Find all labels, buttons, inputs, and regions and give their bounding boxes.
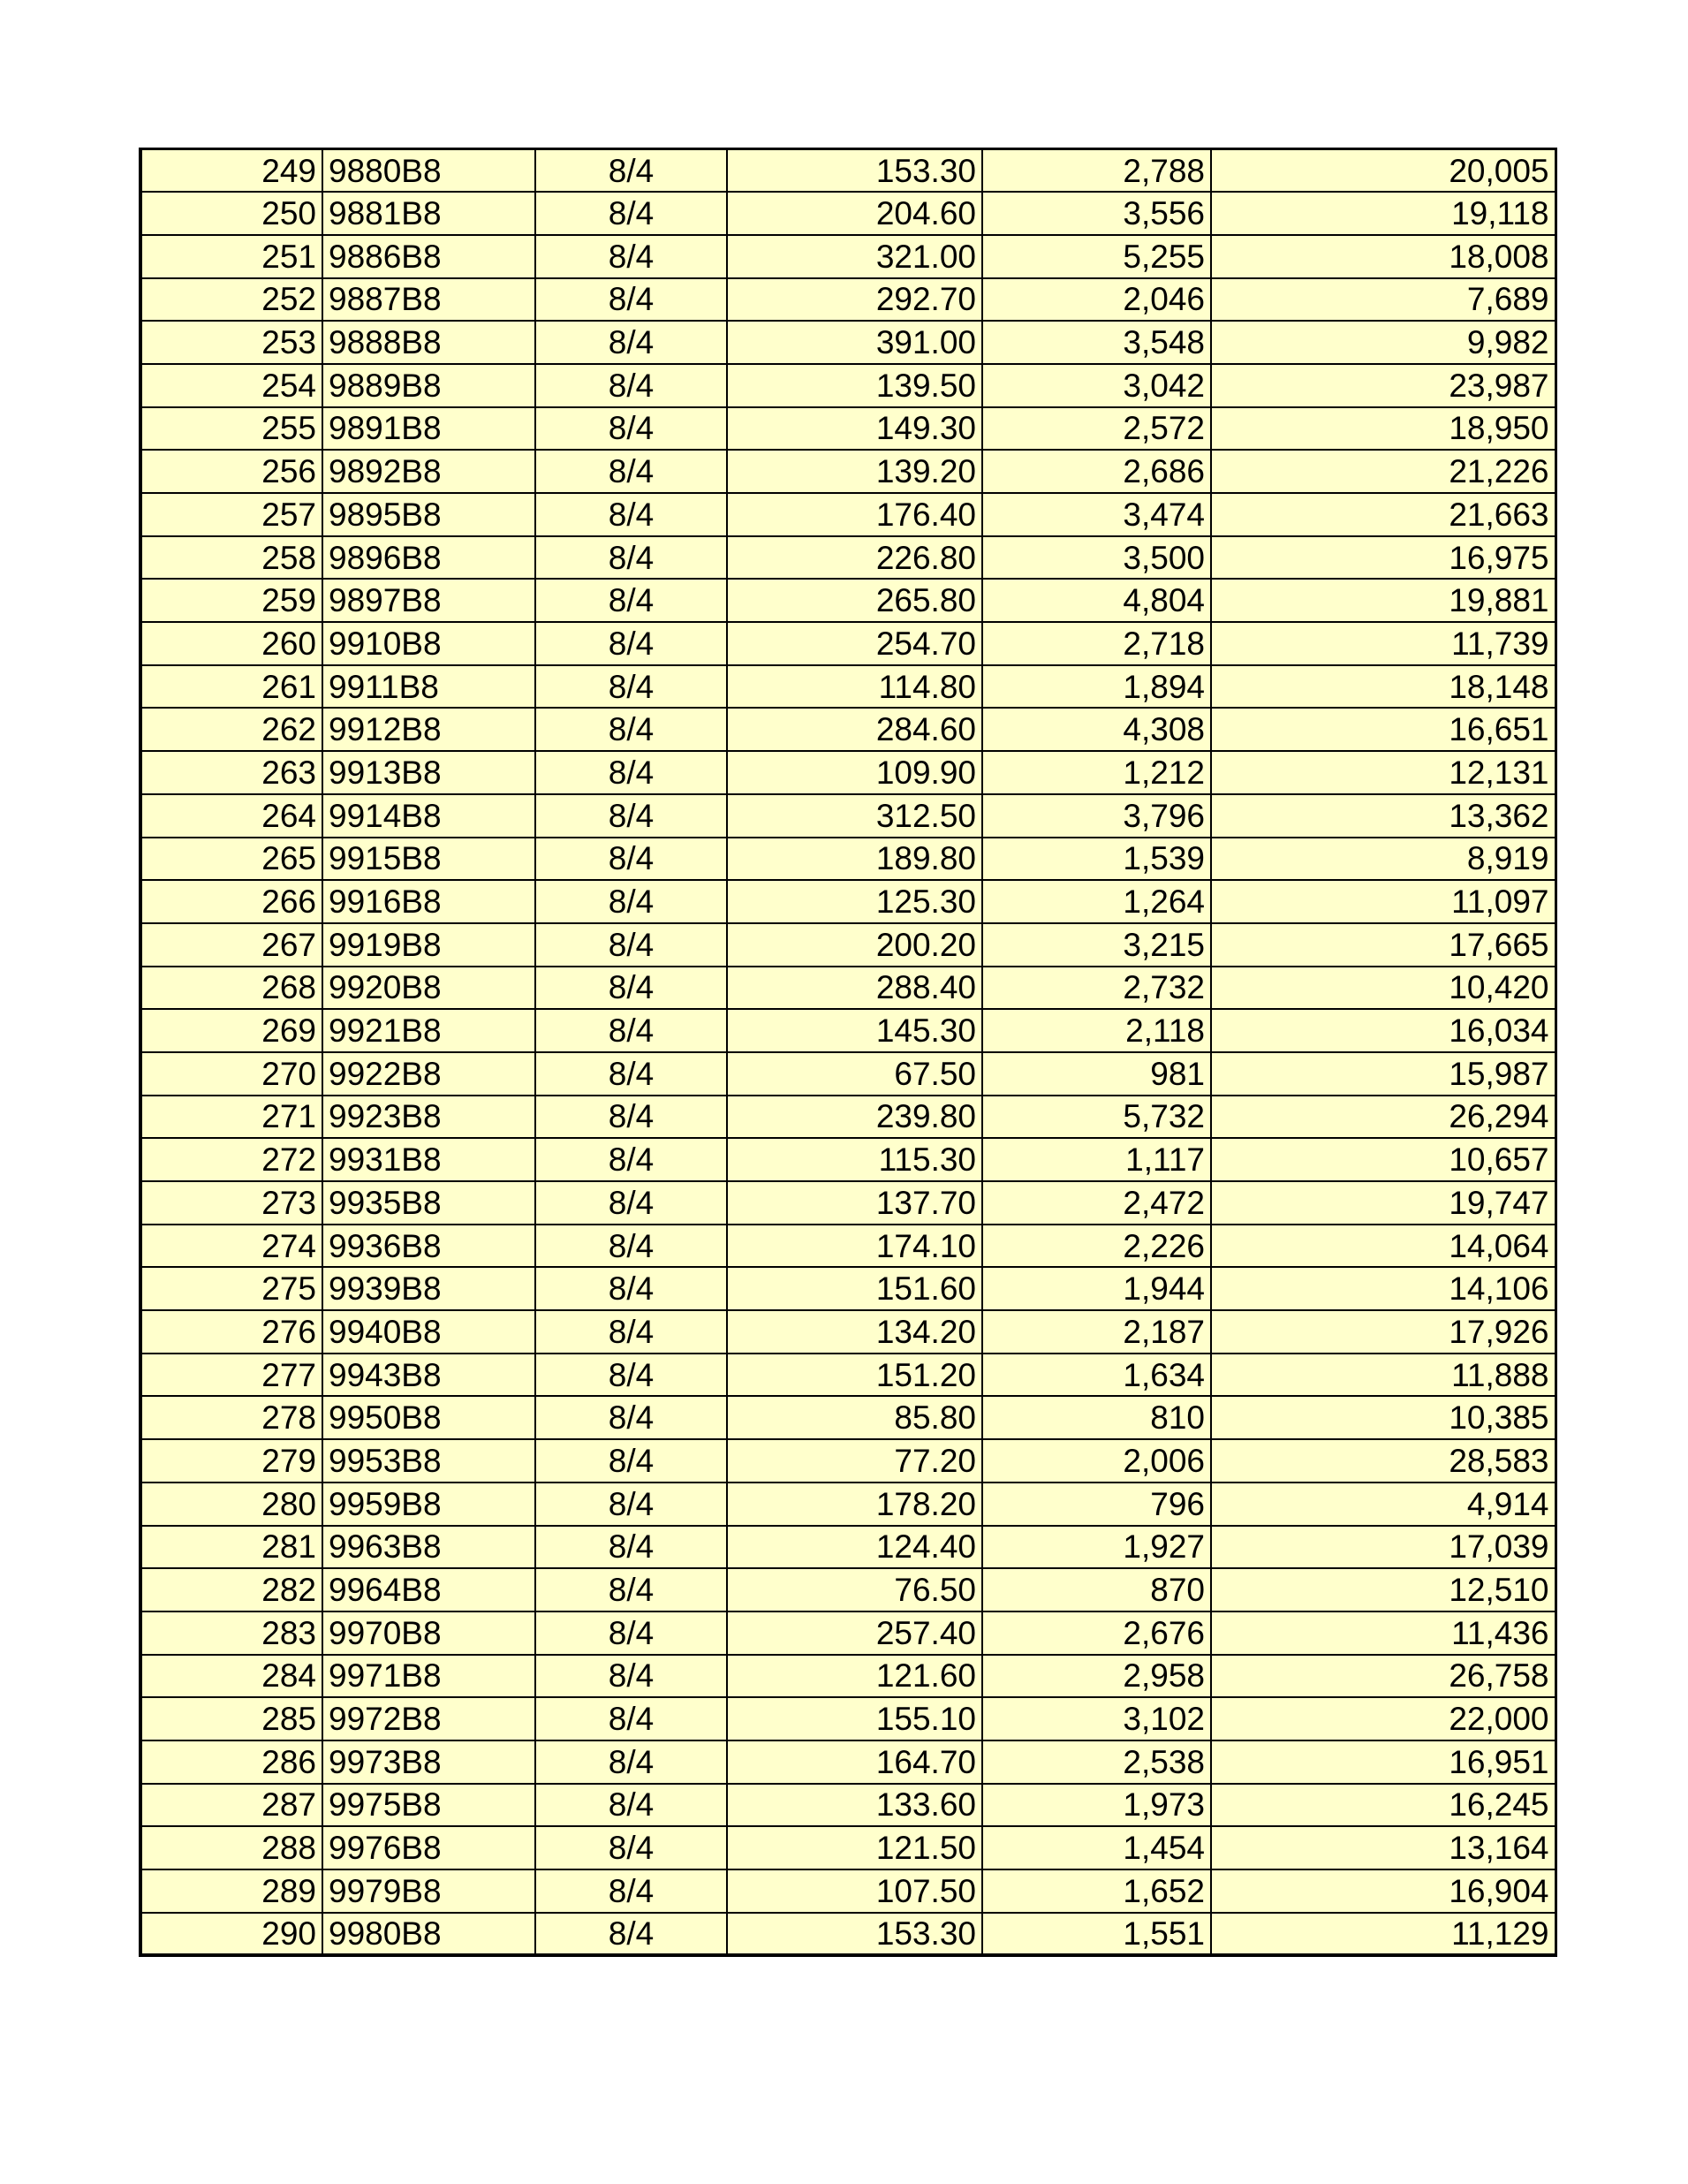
cell-row-number: 261: [140, 665, 322, 709]
cell-thickness: 8/4: [535, 278, 727, 322]
cell-item-code: 9970B8: [322, 1611, 535, 1655]
cell-total: 20,005: [1211, 149, 1556, 193]
table-row: [140, 1310, 1556, 1354]
cell-row-number: 288: [140, 1826, 322, 1869]
cell-item-code: 9912B8: [322, 708, 535, 751]
table-row: [140, 1826, 1556, 1869]
cell-count: 3,500: [982, 536, 1211, 580]
cell-thickness: 8/4: [535, 1225, 727, 1268]
cell-thickness: 8/4: [535, 235, 727, 278]
table-row: [140, 407, 1556, 451]
cell-thickness: 8/4: [535, 923, 727, 967]
cell-volume: 174.10: [727, 1225, 982, 1268]
table-row: [140, 493, 1556, 536]
cell-count: 2,686: [982, 450, 1211, 493]
cell-count: 1,944: [982, 1267, 1211, 1310]
cell-thickness: 8/4: [535, 321, 727, 364]
cell-total: 16,951: [1211, 1740, 1556, 1784]
cell-volume: 139.20: [727, 450, 982, 493]
cell-count: 2,732: [982, 967, 1211, 1010]
data-table: [139, 148, 1557, 1957]
cell-count: 2,958: [982, 1655, 1211, 1698]
table-row: [140, 536, 1556, 580]
cell-thickness: 8/4: [535, 1267, 727, 1310]
cell-row-number: 274: [140, 1225, 322, 1268]
cell-count: 3,548: [982, 321, 1211, 364]
cell-thickness: 8/4: [535, 149, 727, 193]
cell-total: 18,950: [1211, 407, 1556, 451]
cell-count: 3,215: [982, 923, 1211, 967]
cell-volume: 312.50: [727, 794, 982, 838]
cell-count: 3,796: [982, 794, 1211, 838]
cell-count: 2,472: [982, 1181, 1211, 1225]
table-row: [140, 1096, 1556, 1139]
cell-count: 2,538: [982, 1740, 1211, 1784]
cell-total: 8,919: [1211, 838, 1556, 881]
cell-total: 12,510: [1211, 1568, 1556, 1611]
table-row: [140, 967, 1556, 1010]
cell-row-number: 275: [140, 1267, 322, 1310]
table-row: [140, 1267, 1556, 1310]
cell-volume: 284.60: [727, 708, 982, 751]
cell-row-number: 273: [140, 1181, 322, 1225]
table-row: [140, 278, 1556, 322]
cell-thickness: 8/4: [535, 493, 727, 536]
cell-thickness: 8/4: [535, 1740, 727, 1784]
cell-volume: 151.20: [727, 1354, 982, 1397]
cell-thickness: 8/4: [535, 1611, 727, 1655]
cell-thickness: 8/4: [535, 192, 727, 235]
cell-volume: 321.00: [727, 235, 982, 278]
cell-row-number: 269: [140, 1009, 322, 1052]
table-row: [140, 622, 1556, 665]
table-row: [140, 1697, 1556, 1740]
cell-item-code: 9916B8: [322, 880, 535, 923]
cell-total: 26,294: [1211, 1096, 1556, 1139]
cell-item-code: 9914B8: [322, 794, 535, 838]
cell-count: 3,042: [982, 364, 1211, 407]
cell-total: 22,000: [1211, 1697, 1556, 1740]
cell-volume: 121.50: [727, 1826, 982, 1869]
cell-item-code: 9913B8: [322, 751, 535, 794]
cell-thickness: 8/4: [535, 751, 727, 794]
cell-volume: 137.70: [727, 1181, 982, 1225]
cell-row-number: 286: [140, 1740, 322, 1784]
cell-row-number: 263: [140, 751, 322, 794]
cell-count: 1,212: [982, 751, 1211, 794]
cell-count: 2,718: [982, 622, 1211, 665]
cell-volume: 139.50: [727, 364, 982, 407]
table-row: [140, 1526, 1556, 1569]
cell-thickness: 8/4: [535, 1869, 727, 1913]
cell-item-code: 9953B8: [322, 1439, 535, 1483]
cell-volume: 107.50: [727, 1869, 982, 1913]
cell-thickness: 8/4: [535, 1009, 727, 1052]
cell-row-number: 259: [140, 579, 322, 622]
table-row: [140, 364, 1556, 407]
cell-thickness: 8/4: [535, 450, 727, 493]
table-row: [140, 923, 1556, 967]
cell-thickness: 8/4: [535, 794, 727, 838]
cell-row-number: 279: [140, 1439, 322, 1483]
cell-item-code: 9891B8: [322, 407, 535, 451]
cell-item-code: 9910B8: [322, 622, 535, 665]
cell-count: 1,894: [982, 665, 1211, 709]
cell-item-code: 9940B8: [322, 1310, 535, 1354]
cell-total: 12,131: [1211, 751, 1556, 794]
cell-row-number: 271: [140, 1096, 322, 1139]
cell-item-code: 9923B8: [322, 1096, 535, 1139]
table-row: [140, 1439, 1556, 1483]
cell-row-number: 266: [140, 880, 322, 923]
table-row: [140, 1181, 1556, 1225]
table-row: [140, 1138, 1556, 1181]
cell-total: 11,436: [1211, 1611, 1556, 1655]
cell-volume: 121.60: [727, 1655, 982, 1698]
cell-row-number: 255: [140, 407, 322, 451]
cell-volume: 292.70: [727, 278, 982, 322]
cell-total: 17,665: [1211, 923, 1556, 967]
cell-total: 16,034: [1211, 1009, 1556, 1052]
cell-volume: 257.40: [727, 1611, 982, 1655]
cell-count: 2,046: [982, 278, 1211, 322]
cell-volume: 151.60: [727, 1267, 982, 1310]
cell-volume: 164.70: [727, 1740, 982, 1784]
cell-total: 19,881: [1211, 579, 1556, 622]
cell-thickness: 8/4: [535, 1697, 727, 1740]
cell-volume: 134.20: [727, 1310, 982, 1354]
cell-row-number: 272: [140, 1138, 322, 1181]
table-row: [140, 794, 1556, 838]
cell-total: 14,106: [1211, 1267, 1556, 1310]
cell-volume: 391.00: [727, 321, 982, 364]
table-row: [140, 450, 1556, 493]
table-row: [140, 579, 1556, 622]
cell-thickness: 8/4: [535, 579, 727, 622]
cell-total: 11,129: [1211, 1913, 1556, 1956]
cell-thickness: 8/4: [535, 1096, 727, 1139]
cell-row-number: 285: [140, 1697, 322, 1740]
cell-count: 2,118: [982, 1009, 1211, 1052]
cell-thickness: 8/4: [535, 880, 727, 923]
cell-item-code: 9976B8: [322, 1826, 535, 1869]
cell-row-number: 257: [140, 493, 322, 536]
cell-total: 15,987: [1211, 1052, 1556, 1096]
table-row: [140, 1483, 1556, 1526]
table-row: [140, 665, 1556, 709]
table-body: [140, 149, 1556, 1956]
table-row: [140, 880, 1556, 923]
cell-total: 14,064: [1211, 1225, 1556, 1268]
cell-item-code: 9911B8: [322, 665, 535, 709]
cell-volume: 153.30: [727, 1913, 982, 1956]
cell-volume: 133.60: [727, 1784, 982, 1827]
cell-item-code: 9889B8: [322, 364, 535, 407]
cell-total: 18,008: [1211, 235, 1556, 278]
cell-count: 1,634: [982, 1354, 1211, 1397]
cell-count: 2,676: [982, 1611, 1211, 1655]
cell-count: 1,973: [982, 1784, 1211, 1827]
cell-total: 7,689: [1211, 278, 1556, 322]
cell-volume: 200.20: [727, 923, 982, 967]
cell-total: 19,747: [1211, 1181, 1556, 1225]
cell-count: 5,255: [982, 235, 1211, 278]
cell-thickness: 8/4: [535, 1396, 727, 1439]
cell-item-code: 9950B8: [322, 1396, 535, 1439]
cell-thickness: 8/4: [535, 1354, 727, 1397]
cell-thickness: 8/4: [535, 407, 727, 451]
cell-item-code: 9972B8: [322, 1697, 535, 1740]
cell-thickness: 8/4: [535, 1526, 727, 1569]
table-row: [140, 1913, 1556, 1956]
cell-total: 10,385: [1211, 1396, 1556, 1439]
cell-item-code: 9888B8: [322, 321, 535, 364]
cell-volume: 125.30: [727, 880, 982, 923]
cell-volume: 77.20: [727, 1439, 982, 1483]
cell-item-code: 9922B8: [322, 1052, 535, 1096]
cell-row-number: 289: [140, 1869, 322, 1913]
cell-count: 3,474: [982, 493, 1211, 536]
table-row: [140, 235, 1556, 278]
cell-volume: 124.40: [727, 1526, 982, 1569]
cell-row-number: 283: [140, 1611, 322, 1655]
cell-total: 17,039: [1211, 1526, 1556, 1569]
cell-count: 3,556: [982, 192, 1211, 235]
cell-count: 2,788: [982, 149, 1211, 193]
table-row: [140, 192, 1556, 235]
cell-thickness: 8/4: [535, 1181, 727, 1225]
cell-item-code: 9920B8: [322, 967, 535, 1010]
cell-thickness: 8/4: [535, 1138, 727, 1181]
cell-volume: 149.30: [727, 407, 982, 451]
table-row: [140, 838, 1556, 881]
cell-row-number: 277: [140, 1354, 322, 1397]
cell-item-code: 9919B8: [322, 923, 535, 967]
cell-count: 1,117: [982, 1138, 1211, 1181]
table-row: [140, 1784, 1556, 1827]
cell-thickness: 8/4: [535, 1483, 727, 1526]
cell-total: 16,651: [1211, 708, 1556, 751]
cell-row-number: 270: [140, 1052, 322, 1096]
cell-total: 28,583: [1211, 1439, 1556, 1483]
cell-count: 3,102: [982, 1697, 1211, 1740]
cell-item-code: 9959B8: [322, 1483, 535, 1526]
cell-count: 1,652: [982, 1869, 1211, 1913]
cell-volume: 109.90: [727, 751, 982, 794]
cell-volume: 254.70: [727, 622, 982, 665]
cell-volume: 288.40: [727, 967, 982, 1010]
cell-row-number: 249: [140, 149, 322, 193]
cell-item-code: 9980B8: [322, 1913, 535, 1956]
cell-total: 16,245: [1211, 1784, 1556, 1827]
cell-thickness: 8/4: [535, 1784, 727, 1827]
table-row: [140, 1869, 1556, 1913]
table-row: [140, 321, 1556, 364]
cell-item-code: 9936B8: [322, 1225, 535, 1268]
cell-item-code: 9973B8: [322, 1740, 535, 1784]
cell-row-number: 281: [140, 1526, 322, 1569]
cell-count: 4,804: [982, 579, 1211, 622]
cell-count: 796: [982, 1483, 1211, 1526]
cell-row-number: 276: [140, 1310, 322, 1354]
cell-count: 2,572: [982, 407, 1211, 451]
cell-total: 4,914: [1211, 1483, 1556, 1526]
cell-total: 9,982: [1211, 321, 1556, 364]
cell-item-code: 9943B8: [322, 1354, 535, 1397]
cell-count: 810: [982, 1396, 1211, 1439]
cell-thickness: 8/4: [535, 838, 727, 881]
cell-item-code: 9975B8: [322, 1784, 535, 1827]
cell-row-number: 265: [140, 838, 322, 881]
cell-item-code: 9935B8: [322, 1181, 535, 1225]
cell-total: 11,888: [1211, 1354, 1556, 1397]
cell-thickness: 8/4: [535, 1913, 727, 1956]
cell-count: 2,187: [982, 1310, 1211, 1354]
cell-volume: 114.80: [727, 665, 982, 709]
cell-volume: 85.80: [727, 1396, 982, 1439]
cell-count: 1,927: [982, 1526, 1211, 1569]
table-row: [140, 708, 1556, 751]
cell-thickness: 8/4: [535, 1568, 727, 1611]
cell-total: 21,663: [1211, 493, 1556, 536]
cell-total: 13,362: [1211, 794, 1556, 838]
cell-row-number: 284: [140, 1655, 322, 1698]
cell-item-code: 9880B8: [322, 149, 535, 193]
cell-thickness: 8/4: [535, 708, 727, 751]
cell-total: 23,987: [1211, 364, 1556, 407]
cell-thickness: 8/4: [535, 1052, 727, 1096]
cell-volume: 265.80: [727, 579, 982, 622]
cell-total: 10,420: [1211, 967, 1556, 1010]
cell-item-code: 9887B8: [322, 278, 535, 322]
cell-item-code: 9892B8: [322, 450, 535, 493]
cell-count: 870: [982, 1568, 1211, 1611]
table-row: [140, 1655, 1556, 1698]
cell-row-number: 251: [140, 235, 322, 278]
cell-volume: 145.30: [727, 1009, 982, 1052]
table-row: [140, 1052, 1556, 1096]
cell-total: 19,118: [1211, 192, 1556, 235]
table-row: [140, 1225, 1556, 1268]
cell-volume: 115.30: [727, 1138, 982, 1181]
cell-item-code: 9931B8: [322, 1138, 535, 1181]
table-row: [140, 1740, 1556, 1784]
cell-volume: 176.40: [727, 493, 982, 536]
cell-total: 21,226: [1211, 450, 1556, 493]
cell-item-code: 9896B8: [322, 536, 535, 580]
table-row: [140, 1354, 1556, 1397]
cell-count: 2,226: [982, 1225, 1211, 1268]
cell-row-number: 256: [140, 450, 322, 493]
cell-count: 1,539: [982, 838, 1211, 881]
cell-volume: 226.80: [727, 536, 982, 580]
cell-row-number: 280: [140, 1483, 322, 1526]
cell-total: 10,657: [1211, 1138, 1556, 1181]
cell-item-code: 9971B8: [322, 1655, 535, 1698]
cell-thickness: 8/4: [535, 1655, 727, 1698]
cell-count: 5,732: [982, 1096, 1211, 1139]
cell-thickness: 8/4: [535, 1826, 727, 1869]
cell-volume: 204.60: [727, 192, 982, 235]
table-row: [140, 149, 1556, 193]
cell-item-code: 9915B8: [322, 838, 535, 881]
cell-item-code: 9886B8: [322, 235, 535, 278]
cell-thickness: 8/4: [535, 1310, 727, 1354]
cell-total: 16,904: [1211, 1869, 1556, 1913]
cell-thickness: 8/4: [535, 1439, 727, 1483]
cell-total: 11,097: [1211, 880, 1556, 923]
cell-volume: 155.10: [727, 1697, 982, 1740]
cell-row-number: 264: [140, 794, 322, 838]
cell-thickness: 8/4: [535, 665, 727, 709]
cell-thickness: 8/4: [535, 364, 727, 407]
cell-count: 1,551: [982, 1913, 1211, 1956]
cell-item-code: 9979B8: [322, 1869, 535, 1913]
table-row: [140, 1009, 1556, 1052]
table-row: [140, 751, 1556, 794]
cell-volume: 153.30: [727, 149, 982, 193]
cell-row-number: 252: [140, 278, 322, 322]
cell-row-number: 290: [140, 1913, 322, 1956]
cell-row-number: 282: [140, 1568, 322, 1611]
table-row: [140, 1568, 1556, 1611]
cell-item-code: 9939B8: [322, 1267, 535, 1310]
cell-thickness: 8/4: [535, 622, 727, 665]
cell-thickness: 8/4: [535, 536, 727, 580]
table-row: [140, 1611, 1556, 1655]
cell-count: 981: [982, 1052, 1211, 1096]
cell-thickness: 8/4: [535, 967, 727, 1010]
cell-total: 13,164: [1211, 1826, 1556, 1869]
cell-item-code: 9921B8: [322, 1009, 535, 1052]
cell-volume: 76.50: [727, 1568, 982, 1611]
cell-row-number: 253: [140, 321, 322, 364]
cell-row-number: 258: [140, 536, 322, 580]
cell-row-number: 260: [140, 622, 322, 665]
cell-row-number: 254: [140, 364, 322, 407]
cell-total: 18,148: [1211, 665, 1556, 709]
cell-volume: 189.80: [727, 838, 982, 881]
cell-volume: 178.20: [727, 1483, 982, 1526]
cell-total: 26,758: [1211, 1655, 1556, 1698]
cell-volume: 67.50: [727, 1052, 982, 1096]
cell-row-number: 250: [140, 192, 322, 235]
table-row: [140, 1396, 1556, 1439]
cell-row-number: 287: [140, 1784, 322, 1827]
cell-count: 1,454: [982, 1826, 1211, 1869]
cell-item-code: 9897B8: [322, 579, 535, 622]
cell-row-number: 278: [140, 1396, 322, 1439]
cell-item-code: 9964B8: [322, 1568, 535, 1611]
cell-item-code: 9963B8: [322, 1526, 535, 1569]
cell-count: 2,006: [982, 1439, 1211, 1483]
cell-total: 11,739: [1211, 622, 1556, 665]
cell-row-number: 268: [140, 967, 322, 1010]
cell-item-code: 9881B8: [322, 192, 535, 235]
cell-row-number: 267: [140, 923, 322, 967]
cell-total: 17,926: [1211, 1310, 1556, 1354]
cell-volume: 239.80: [727, 1096, 982, 1139]
cell-count: 1,264: [982, 880, 1211, 923]
cell-count: 4,308: [982, 708, 1211, 751]
cell-total: 16,975: [1211, 536, 1556, 580]
cell-row-number: 262: [140, 708, 322, 751]
cell-item-code: 9895B8: [322, 493, 535, 536]
